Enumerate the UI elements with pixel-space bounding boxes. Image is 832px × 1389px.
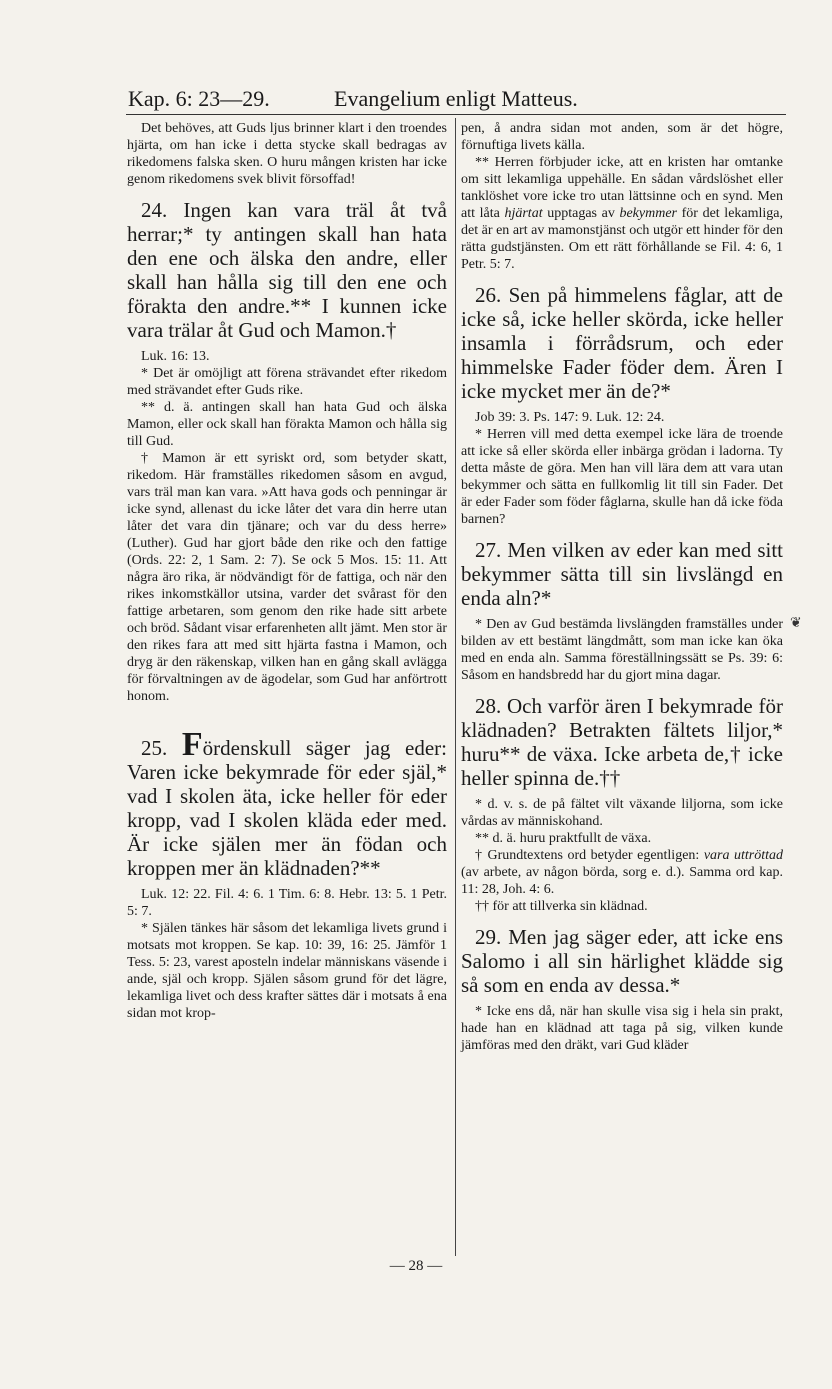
- margin-mark-icon: ❦: [790, 615, 802, 631]
- footnote: * d. v. s. de på fältet vilt växande liljorna, som icke vårdas av människohand.: [461, 797, 783, 829]
- drop-cap: F: [181, 726, 203, 763]
- cross-reference: Luk. 16: 13.: [141, 349, 210, 364]
- footnote: † Mamon är ett syriskt ord, som betyder skatt, rikedom. Här framställes rikedomen såsom en avgud, vars träl man kan vara. »Att hava gods och penningar är icke synd, allenast du icke låter det vara din herre utan låter det vara din tjänare; och var du dess herre» (Luther). Gud har gjort både den rike och den fattige (Ords. 22: 2, 1 Sam. 2: 7). Se ock 5 Mos. 15: 11. Att några äro rika, är nödvändigt för de fattiga, och när den rikes inkomstkällor utsina, varder det svårast för den fattige arbetaren, som genom den rike hade sitt arbete och bröd. Sådant visar erfarenheten allt jämt. Men stor är den rikes fara att med sitt hjärta fastna i Mamon, och dryg är den räkenskap, vilken han en gång skall avlägga för förvaltningen av de ägodelar, som Gud har anförtrott honom.: [127, 451, 447, 704]
- footnote: ** Herren förbjuder icke, att en kristen har omtanke om sitt lekamliga uppehälle. En sådan vårdslöshet eller tanklöshet vore icke tro utan lättsinne och en synd. Men att låta hjärtat upptagas av bekymmer för det lekamliga, det är en art av mamonstjänst och utgör ett hinder för den rätta gudstjänsten. Om ett rätt förhållande se Fil. 4: 6, 1 Petr. 5: 7.: [461, 155, 784, 272]
- cross-reference: Job 39: 3. Ps. 147: 9. Luk. 12: 24.: [475, 410, 665, 425]
- footnote: ** d. ä. huru praktfullt de växa.: [475, 831, 652, 846]
- verse-27: 27. Men vilken av eder kan med sitt bekymmer sätta till sin livslängd en enda aln?*: [461, 538, 783, 610]
- footnote-continuation: pen, å andra sidan mot anden, som är det högre, förnuftiga livets källa.: [461, 121, 783, 153]
- verse-24: 24. Ingen kan vara träl åt två herrar;* ty antingen skall han hata den ene och älska den andre, eller skall han hålla sig till den ene och förakta den andre.** I kunnen icke vara trälar åt Gud och Mamon.†: [127, 198, 447, 342]
- header-rule: [126, 114, 786, 115]
- chapter-reference: Kap. 6: 23—29.: [128, 86, 270, 111]
- column-divider: [455, 118, 456, 1256]
- commentary-paragraph: Det behöves, att Guds ljus brinner klart i den troendes hjärta, om han icke i detta stycke skall bedragas av rikedomens falska sken. O huru mången kristen har icke genom rikedomens svek blivit försoffad!: [127, 121, 447, 187]
- verse-28: 28. Och varför ären I bekymrade för klädnaden? Betrakten fältets liljor,* huru** de växa. Icke arbeta de,† icke heller spinna de.††: [461, 694, 783, 790]
- verse-26: 26. Sen på himmelens fåglar, att de icke så, icke heller skörda, icke heller insamla i förrådsrum, och eder himmelske Fader föder dem. Ären I icke mycket mer än de?*: [461, 283, 783, 403]
- left-column: [127, 120, 447, 1022]
- verse-number: 25.: [141, 736, 168, 760]
- footnote: * Den av Gud bestämda livslängden framställes under bilden av ett bestämt längdmått, som man icke kan öka med en enda aln. Samma föreställningssätt se Ps. 39: 6: Såsom en handsbredd har du gjort mina dagar.: [461, 617, 783, 683]
- footnote: * Herren vill med detta exempel icke lära de troende att icke så eller skörda eller inbärga grödan i ladorna. Ty detta måste de göra. Men han vill lära dem att vara utan bekymmer och sätta en fullkomlig lit till sin Fader. Det är eder Fader som föder fåglarna, skulle han då icke föda barnen?: [461, 427, 783, 527]
- footnote: * Själen tänkes här såsom det lekamliga livets grund i motsats mot kroppen. Se kap. 10: 39, 16: 25. Jämför 1 Tess. 5: 23, varest aposteln indelar människans väsende i ande, själ och kropp. Själen såsom grund för det lägre, lekamliga livet och dess krafter sättes där i motsats å ena sidan mot krop-: [127, 921, 447, 1021]
- book-title: Evangelium enligt Matteus.: [334, 86, 578, 111]
- footnote: * Det är omöjligt att förena strävandet efter rikedom med strävandet efter Guds rike.: [127, 366, 447, 398]
- verse-text: ördenskull säger jag eder: Varen icke bekymrade för eder själ,* vad I skolen äta, icke heller för eder kropp, vad I skolen kläda eder med. Är icke själen mer än födan och kroppen mer än klädnaden?**: [127, 736, 447, 880]
- footnote: * Icke ens då, när han skulle visa sig i hela sin prakt, hade han en klädnad att taga på sig, vilken kunde jämföras med den dräkt, vari Gud kläder: [461, 1004, 783, 1053]
- verse-29: 29. Men jag säger eder, att icke ens Salomo i all sin härlighet klädde sig så som en enda av dessa.*: [461, 925, 783, 997]
- cross-reference: Luk. 12: 22. Fil. 4: 6. 1 Tim. 6: 8. Hebr. 13: 5. 1 Petr. 5: 7.: [127, 887, 447, 919]
- running-header: [128, 84, 788, 114]
- footnote: † Grundtextens ord betyder egentligen: vara uttröttad (av arbete, av någon börda, sorg e. d.). Samma ord kap. 11: 28, Joh. 4: 6.: [461, 848, 783, 897]
- footnote: ** d. ä. antingen skall han hata Gud och älska Mamon, eller ock skall han förakta Mamon och hålla sig till Gud.: [127, 400, 447, 449]
- verse-25: [127, 726, 447, 880]
- page-number: — 28 —: [389, 1258, 443, 1274]
- footnote: †† för att tillverka sin klädnad.: [475, 899, 648, 914]
- right-column: [461, 120, 783, 1054]
